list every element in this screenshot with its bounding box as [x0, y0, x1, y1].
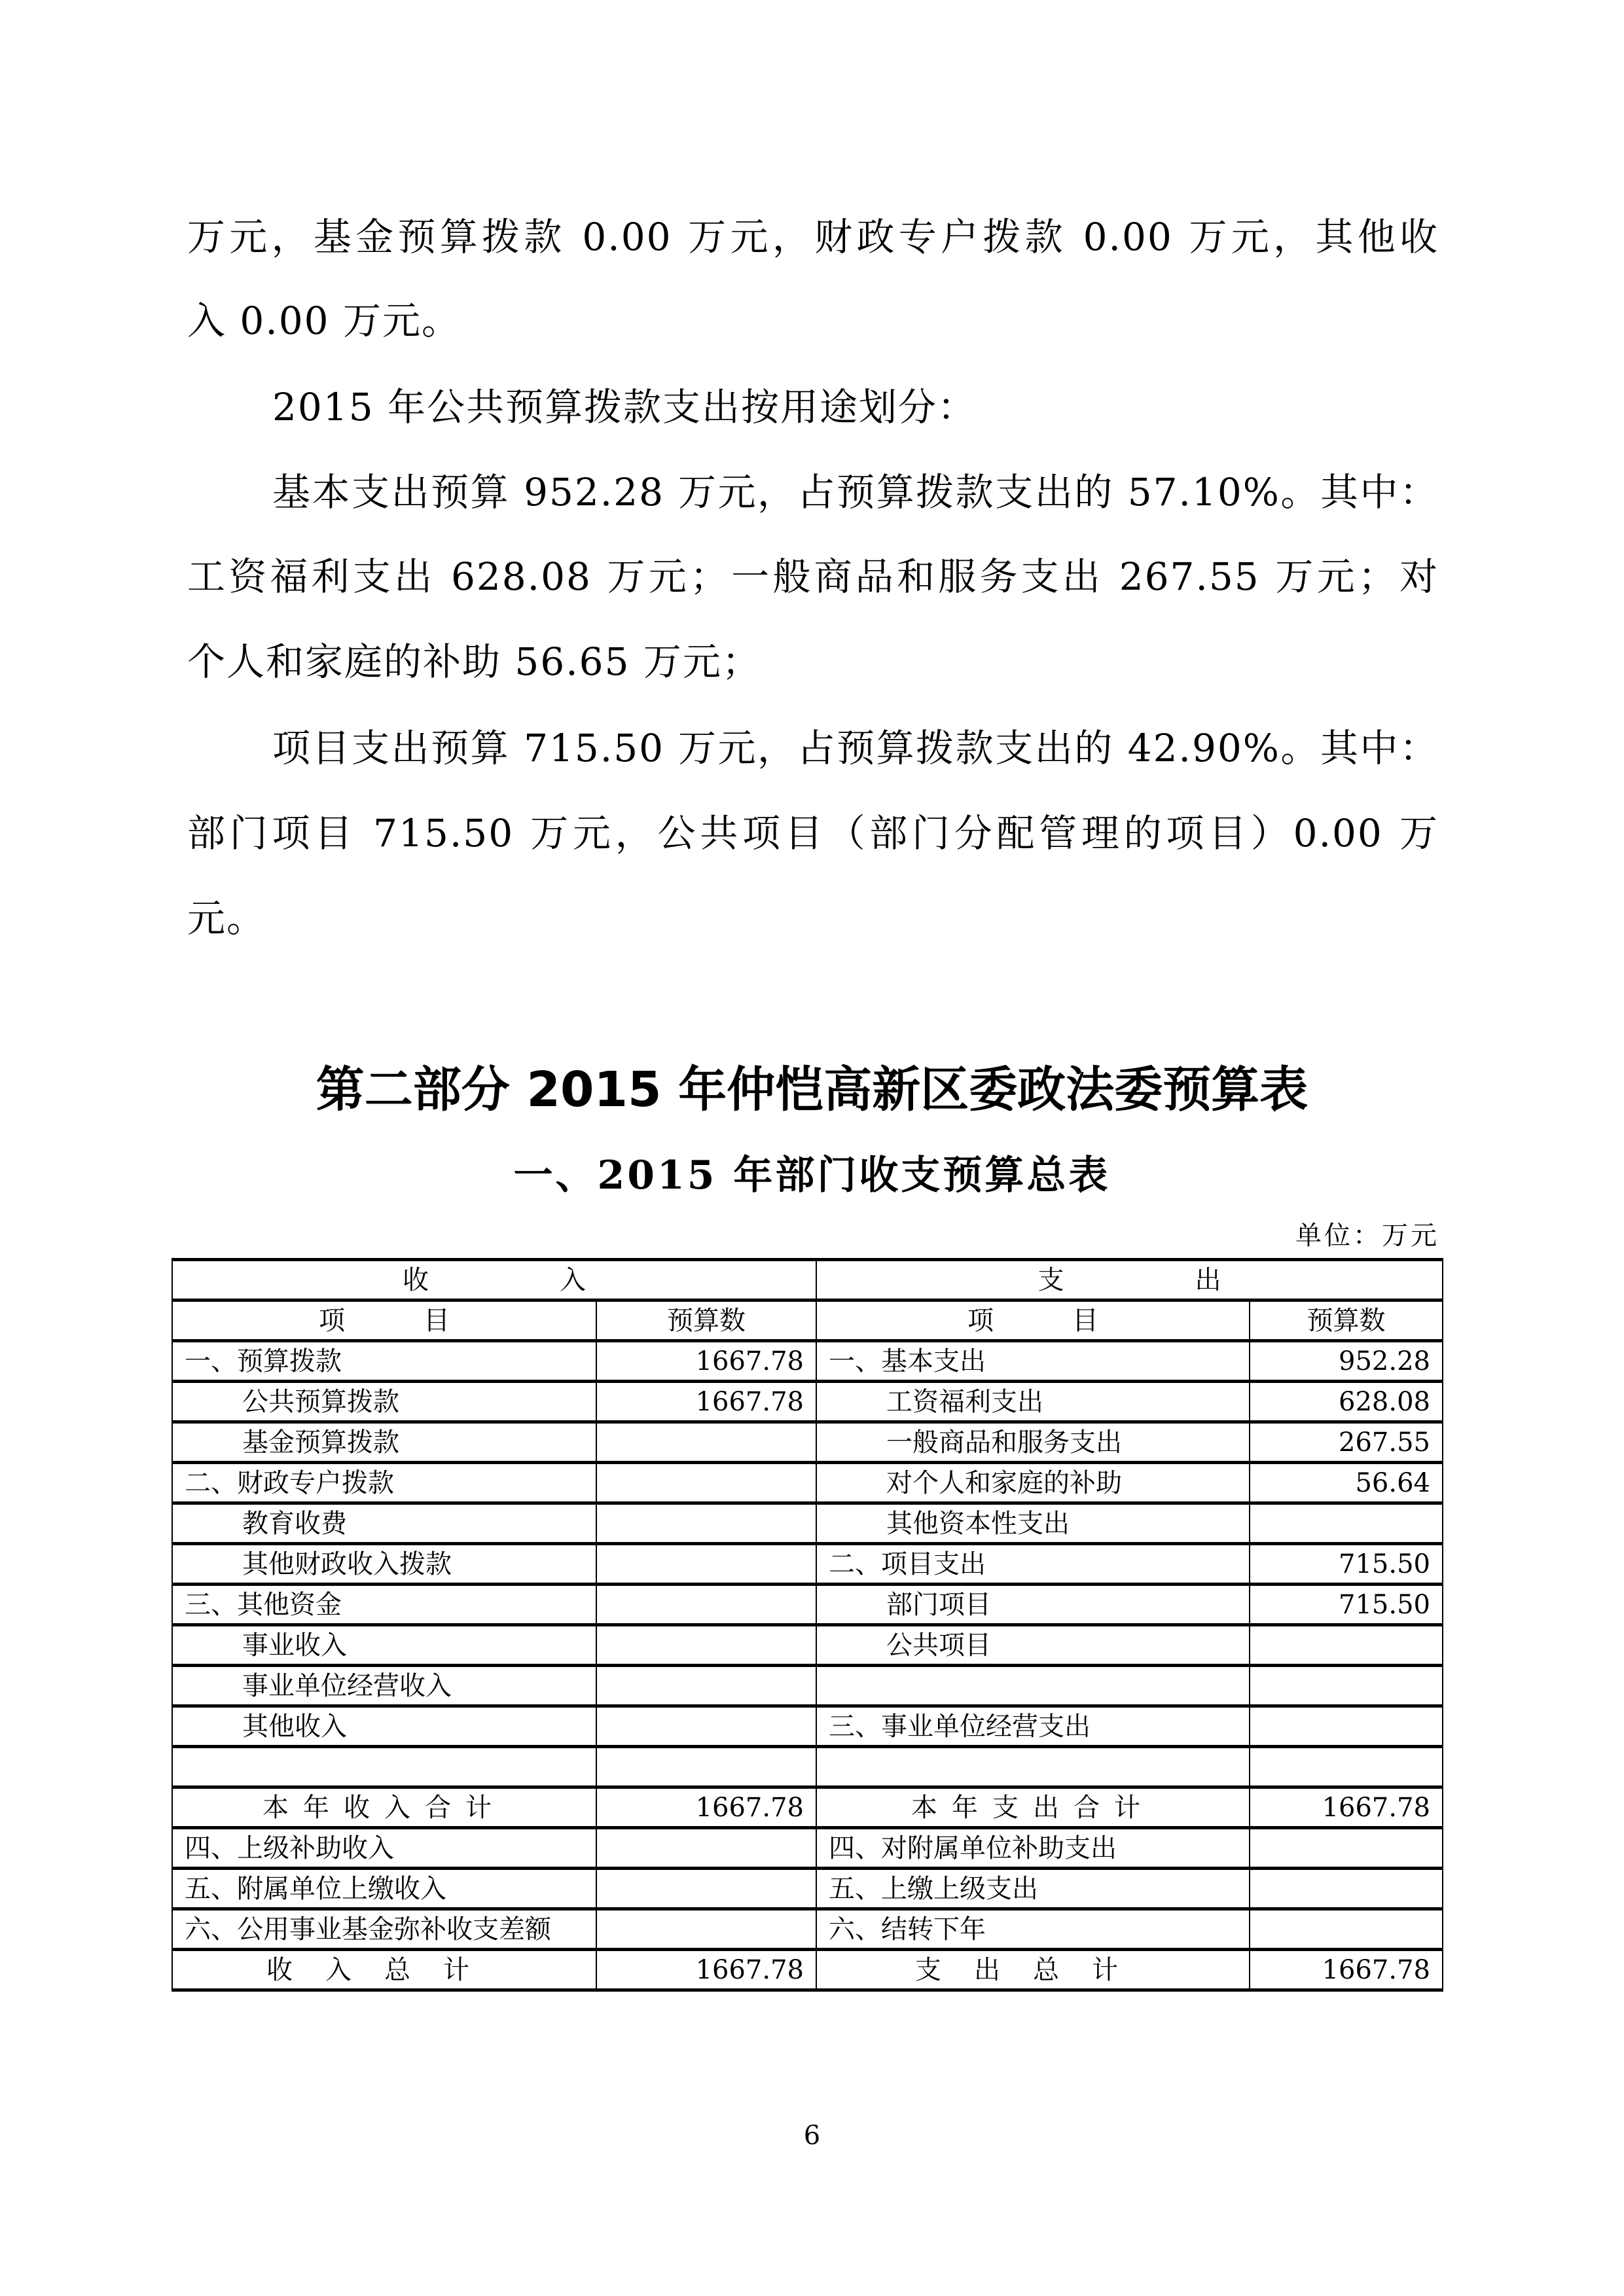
- expense-amount-cell: 1667.78: [1250, 1787, 1443, 1828]
- expense-item-cell: 一般商品和服务支出: [816, 1422, 1250, 1463]
- paragraph-line: 元。: [187, 896, 266, 941]
- table-row: [172, 1787, 1443, 1828]
- income-amount-cell: [596, 1544, 816, 1585]
- table-row: [172, 1585, 1443, 1625]
- income-amount-cell: 1667.78: [596, 1787, 816, 1828]
- expense-amount-header: 预算数: [1250, 1300, 1443, 1341]
- income-item-header: 项 目: [172, 1300, 596, 1341]
- paragraph-line: 项目支出预算 715.50 万元，占预算拨款支出的 42.90%。其中：: [272, 726, 1439, 770]
- expense-amount-cell: [1250, 1503, 1443, 1544]
- section-title: 第二部分 2015 年仲恺高新区委政法委预算表: [316, 1062, 1308, 1118]
- income-amount-cell: [596, 1503, 816, 1544]
- expense-item-cell: 五、上缴上级支出: [816, 1869, 1250, 1909]
- expense-item-cell: 四、对附属单位补助支出: [816, 1828, 1250, 1869]
- expense-item-cell: 对个人和家庭的补助: [816, 1463, 1250, 1503]
- income-item-cell: [172, 1747, 596, 1787]
- income-item-cell: 五、附属单位上缴收入: [172, 1869, 596, 1909]
- expense-amount-cell: 267.55: [1250, 1422, 1443, 1463]
- expense-item-cell: 其他资本性支出: [816, 1503, 1250, 1544]
- paragraph-line: 入 0.00 万元。: [187, 298, 461, 343]
- table-row: [172, 1463, 1443, 1503]
- income-amount-cell: [596, 1625, 816, 1666]
- table-title: 一、2015 年部门收支预算总表: [513, 1153, 1111, 1198]
- expense-group-header: 支 出: [816, 1260, 1443, 1300]
- expense-amount-cell: 952.28: [1250, 1341, 1443, 1382]
- income-amount-cell: [596, 1828, 816, 1869]
- paragraph-line: 部门项目 715.50 万元，公共项目（部门分配管理的项目）0.00 万: [187, 811, 1439, 855]
- income-item-cell: 一、预算拨款: [172, 1341, 596, 1382]
- expense-amount-cell: [1250, 1666, 1443, 1706]
- expense-item-cell: 支出总计: [816, 1950, 1250, 1990]
- expense-item-cell: [816, 1666, 1250, 1706]
- income-amount-cell: 1667.78: [596, 1382, 816, 1422]
- income-amount-cell: [596, 1585, 816, 1625]
- table-row: [172, 1422, 1443, 1463]
- expense-amount-cell: 628.08: [1250, 1382, 1443, 1422]
- income-item-cell: 其他收入: [172, 1706, 596, 1747]
- expense-amount-cell: [1250, 1747, 1443, 1787]
- income-item-cell: 公共预算拨款: [172, 1382, 596, 1422]
- expense-item-cell: 工资福利支出: [816, 1382, 1250, 1422]
- table-row: [172, 1341, 1443, 1382]
- paragraph-line: 工资福利支出 628.08 万元；一般商品和服务支出 267.55 万元；对: [187, 554, 1439, 599]
- income-amount-cell: 1667.78: [596, 1950, 816, 1990]
- paragraph-line: 基本支出预算 952.28 万元，占预算拨款支出的 57.10%。其中：: [272, 470, 1439, 514]
- table-row: [172, 1544, 1443, 1585]
- expense-item-cell: 三、事业单位经营支出: [816, 1706, 1250, 1747]
- expense-amount-cell: [1250, 1869, 1443, 1909]
- page-number: 6: [803, 2121, 821, 2151]
- income-group-header: 收 入: [172, 1260, 816, 1300]
- income-amount-cell: [596, 1463, 816, 1503]
- expense-item-header: 项 目: [816, 1300, 1250, 1341]
- expense-item-cell: 一、基本支出: [816, 1341, 1250, 1382]
- paragraph-line: 个人和家庭的补助 56.65 万元；: [187, 639, 761, 684]
- expense-item-cell: 六、结转下年: [816, 1909, 1250, 1950]
- expense-item-cell: 部门项目: [816, 1585, 1250, 1625]
- group-header-row: [172, 1260, 1443, 1300]
- table-row: [172, 1503, 1443, 1544]
- expense-amount-cell: [1250, 1625, 1443, 1666]
- expense-amount-cell: 1667.78: [1250, 1950, 1443, 1990]
- income-item-cell: 三、其他资金: [172, 1585, 596, 1625]
- income-item-cell: 基金预算拨款: [172, 1422, 596, 1463]
- table-row: [172, 1950, 1443, 1990]
- table-row: [172, 1382, 1443, 1422]
- table-row: [172, 1828, 1443, 1869]
- expense-amount-cell: [1250, 1828, 1443, 1869]
- income-amount-cell: 1667.78: [596, 1341, 816, 1382]
- expense-amount-cell: [1250, 1706, 1443, 1747]
- table-row: [172, 1747, 1443, 1787]
- expense-amount-cell: 56.64: [1250, 1463, 1443, 1503]
- income-amount-cell: [596, 1869, 816, 1909]
- income-item-cell: 事业单位经营收入: [172, 1666, 596, 1706]
- income-amount-cell: [596, 1666, 816, 1706]
- column-header-row: [172, 1300, 1443, 1341]
- income-item-cell: 事业收入: [172, 1625, 596, 1666]
- table-row: [172, 1625, 1443, 1666]
- income-amount-cell: [596, 1747, 816, 1787]
- income-item-cell: 收入总计: [172, 1950, 596, 1990]
- income-item-cell: 二、财政专户拨款: [172, 1463, 596, 1503]
- income-item-cell: 四、上级补助收入: [172, 1828, 596, 1869]
- income-amount-cell: [596, 1422, 816, 1463]
- income-amount-header: 预算数: [596, 1300, 816, 1341]
- paragraph-line: 万元，基金预算拨款 0.00 万元，财政专户拨款 0.00 万元，其他收: [187, 215, 1439, 259]
- budget-summary-table: [171, 1258, 1443, 1992]
- expense-item-cell: [816, 1747, 1250, 1787]
- paragraph-line: 2015 年公共预算拨款支出按用途划分：: [272, 385, 977, 429]
- table-row: [172, 1666, 1443, 1706]
- table-row: [172, 1869, 1443, 1909]
- table-row: [172, 1706, 1443, 1747]
- income-amount-cell: [596, 1706, 816, 1747]
- table-row: [172, 1909, 1443, 1950]
- income-item-cell: 本年收入合计: [172, 1787, 596, 1828]
- income-item-cell: 教育收费: [172, 1503, 596, 1544]
- unit-label: 单位：万元: [1295, 1221, 1439, 1251]
- income-item-cell: 六、公用事业基金弥补收支差额: [172, 1909, 596, 1950]
- expense-amount-cell: 715.50: [1250, 1585, 1443, 1625]
- income-item-cell: 其他财政收入拨款: [172, 1544, 596, 1585]
- expense-item-cell: 本年支出合计: [816, 1787, 1250, 1828]
- expense-amount-cell: [1250, 1909, 1443, 1950]
- income-amount-cell: [596, 1909, 816, 1950]
- expense-amount-cell: 715.50: [1250, 1544, 1443, 1585]
- expense-item-cell: 二、项目支出: [816, 1544, 1250, 1585]
- expense-item-cell: 公共项目: [816, 1625, 1250, 1666]
